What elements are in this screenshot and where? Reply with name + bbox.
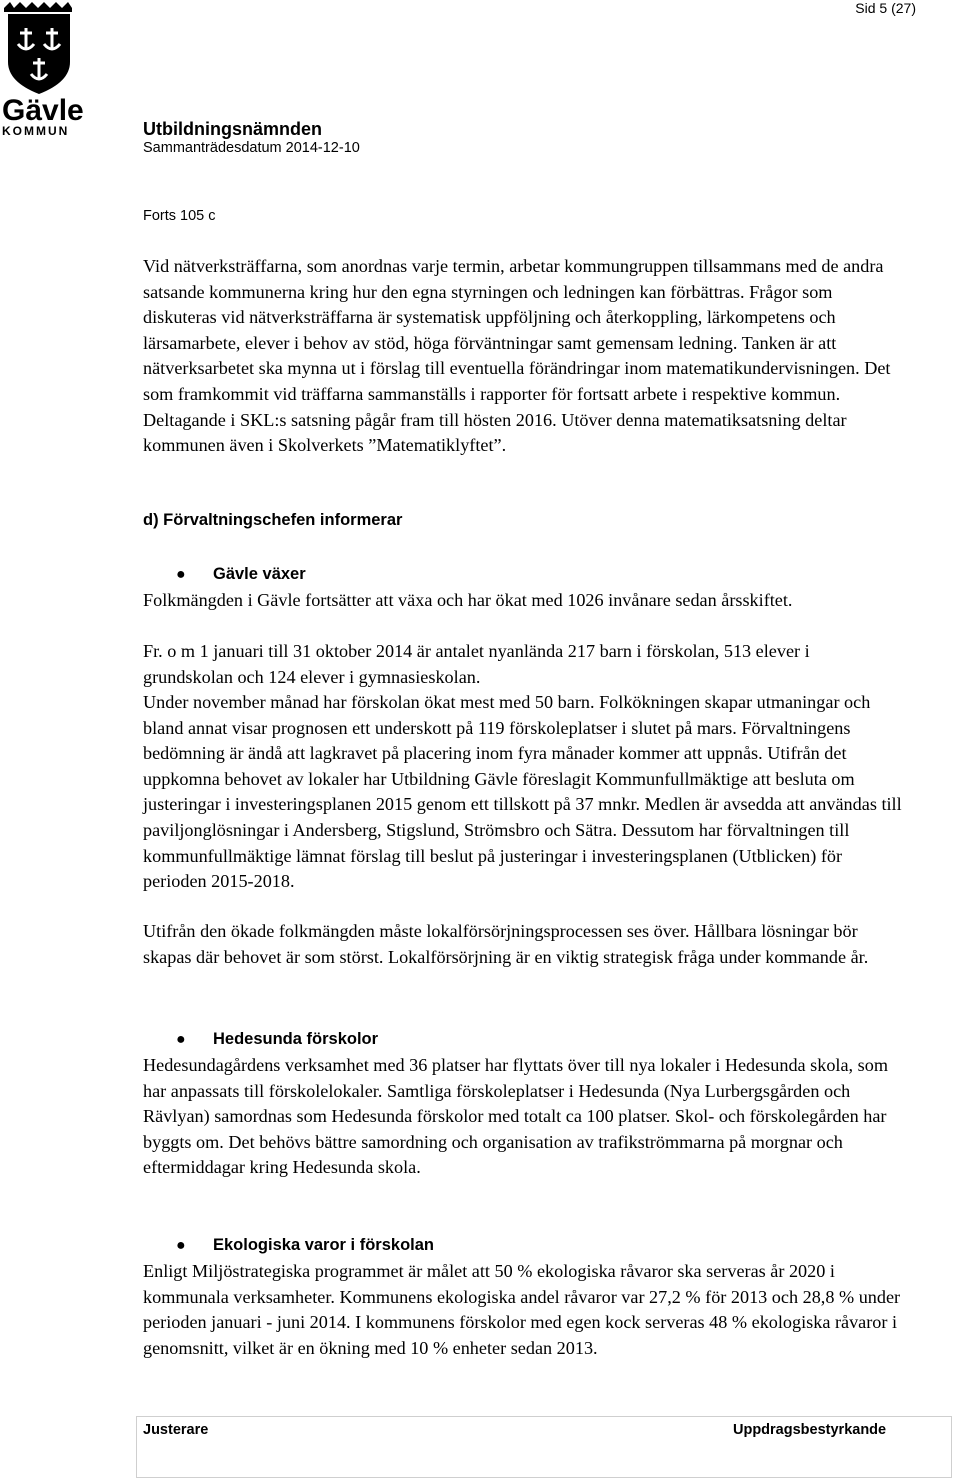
bullet-icon: ● (176, 1031, 186, 1048)
justerare-label: Justerare (143, 1422, 209, 1438)
bullet-paragraph: Under november månad har förskolan ökat mest med 50 barn. Folkökningen skapar utmaningar och bland annat visar prognosen ett underskott på 119 förskoleplatser i slutet på mars. Förvaltningens bedömning är ändå att lagkravet på placering inom fyra månader kommer att uppnås. Utifrån det uppkomna behovet av lokaler har Utbildning Gävle föreslagit Kommunfullmäktige att besluta om justeringar i investeringsplanen 2015 genom ett tillskott på 37 mnkr. Medlen är avsedda att användas till paviljonglösningar i Andersberg, Stigslund, Strömsbro och Sätra. Dessutom har förvaltningen till kommunfullmäktige lämnat förslag till beslut på justeringar i investeringsplanen (Utblicken) för perioden 2015-2018. (143, 692, 902, 892)
bullet-icon: ● (176, 1237, 186, 1254)
bullet-title-ekologiska: Ekologiska varor i förskolan (213, 1236, 434, 1254)
bullet-icon: ● (176, 566, 186, 583)
bullet-paragraph: Fr. o m 1 januari till 31 oktober 2014 är antalet nyanlända 217 barn i förskolan, 513 elever i grundskolan och 124 elever i gymnasieskolan. (143, 641, 810, 687)
committee-title: Utbildningsnämnden (143, 119, 322, 139)
bullet-title-gavle-vaxer: Gävle växer (213, 565, 306, 583)
gavle-kommun-logo (0, 0, 84, 140)
logo-city-text: Gävle (2, 94, 84, 127)
logo-sub-text: KOMMUN (2, 124, 70, 138)
section-heading: d) Förvaltningschefen informerar (143, 511, 403, 529)
intro-paragraph: Vid nätverksträffarna, som anordnas varje termin, arbetar kommungruppen tillsammans med de andra satsande kommunerna kring hur den egna styrningen och ledningen kan förbättras. Frågor som diskuteras vid nätverksträffarna är systematisk uppföljning och återkoppling, lärkompetens och lärsamarbete, elever i behov av stöd, höga förväntningar samt gemensam ledning. Tanken är att nätverksarbetet ska mynna ut i förslag till eventuella förändringar inom matematikundervisningen. Det som framkommit vid träffarna sammanställs i rapporter för fortsatt arbete i respektive kommun. Deltagande i SKL:s satsning pågår fram till hösten 2016. Utöver denna matematiksatsning deltar kommunen även i Skolverkets ”Matematiklyftet”. (143, 256, 891, 456)
uppdragsbestyrkande-label: Uppdragsbestyrkande (733, 1422, 887, 1438)
bullet-paragraph: Utifrån den ökade folkmängden måste lokalförsörjningsprocessen ses över. Hållbara lösningar bör skapas där behovet är som störst. Lokalförsörjning är en viktig strategisk fråga under kommande år. (143, 921, 869, 967)
bullet-paragraph: Folkmängden i Gävle fortsätter att växa och har ökat med 1026 invånare sedan årsskiftet. (143, 590, 793, 610)
page-number: Sid 5 (27) (855, 0, 916, 16)
continuation-label: Forts 105 c (143, 208, 216, 224)
bullet-paragraph: Hedesundagårdens verksamhet med 36 platser har flyttats över till nya lokaler i Hedesunda skola, som har anpassats till förskolelokaler. Samtliga förskoleplatser i Hedesunda (Nya Lurbergsgården och Rävlyan) samordnas som Hedesunda förskolor med totalt ca 100 platser. Skol- och förskolegården har byggts om. Det behövs bättre samordning och organisation av trafikströmmarna på morgnar och eftermiddagar kring Hedesunda skola. (143, 1055, 888, 1178)
bullet-title-hedesunda: Hedesunda förskolor (213, 1030, 379, 1048)
bullet-paragraph: Enligt Miljöstrategiska programmet är målet att 50 % ekologiska råvaror ska serveras år 2020 i kommunala verksamheter. Kommunens ekologiska andel råvaror var 27,2 % för 2013 och 28,8 % under perioden januari - juni 2014. I kommunens förskolor med egen kock serveras 48 % ekologiska råvaror i genomsnitt, vilket är en ökning med 10 % enheter sedan 2013. (143, 1261, 901, 1358)
meeting-date: Sammanträdesdatum 2014-12-10 (143, 140, 360, 156)
